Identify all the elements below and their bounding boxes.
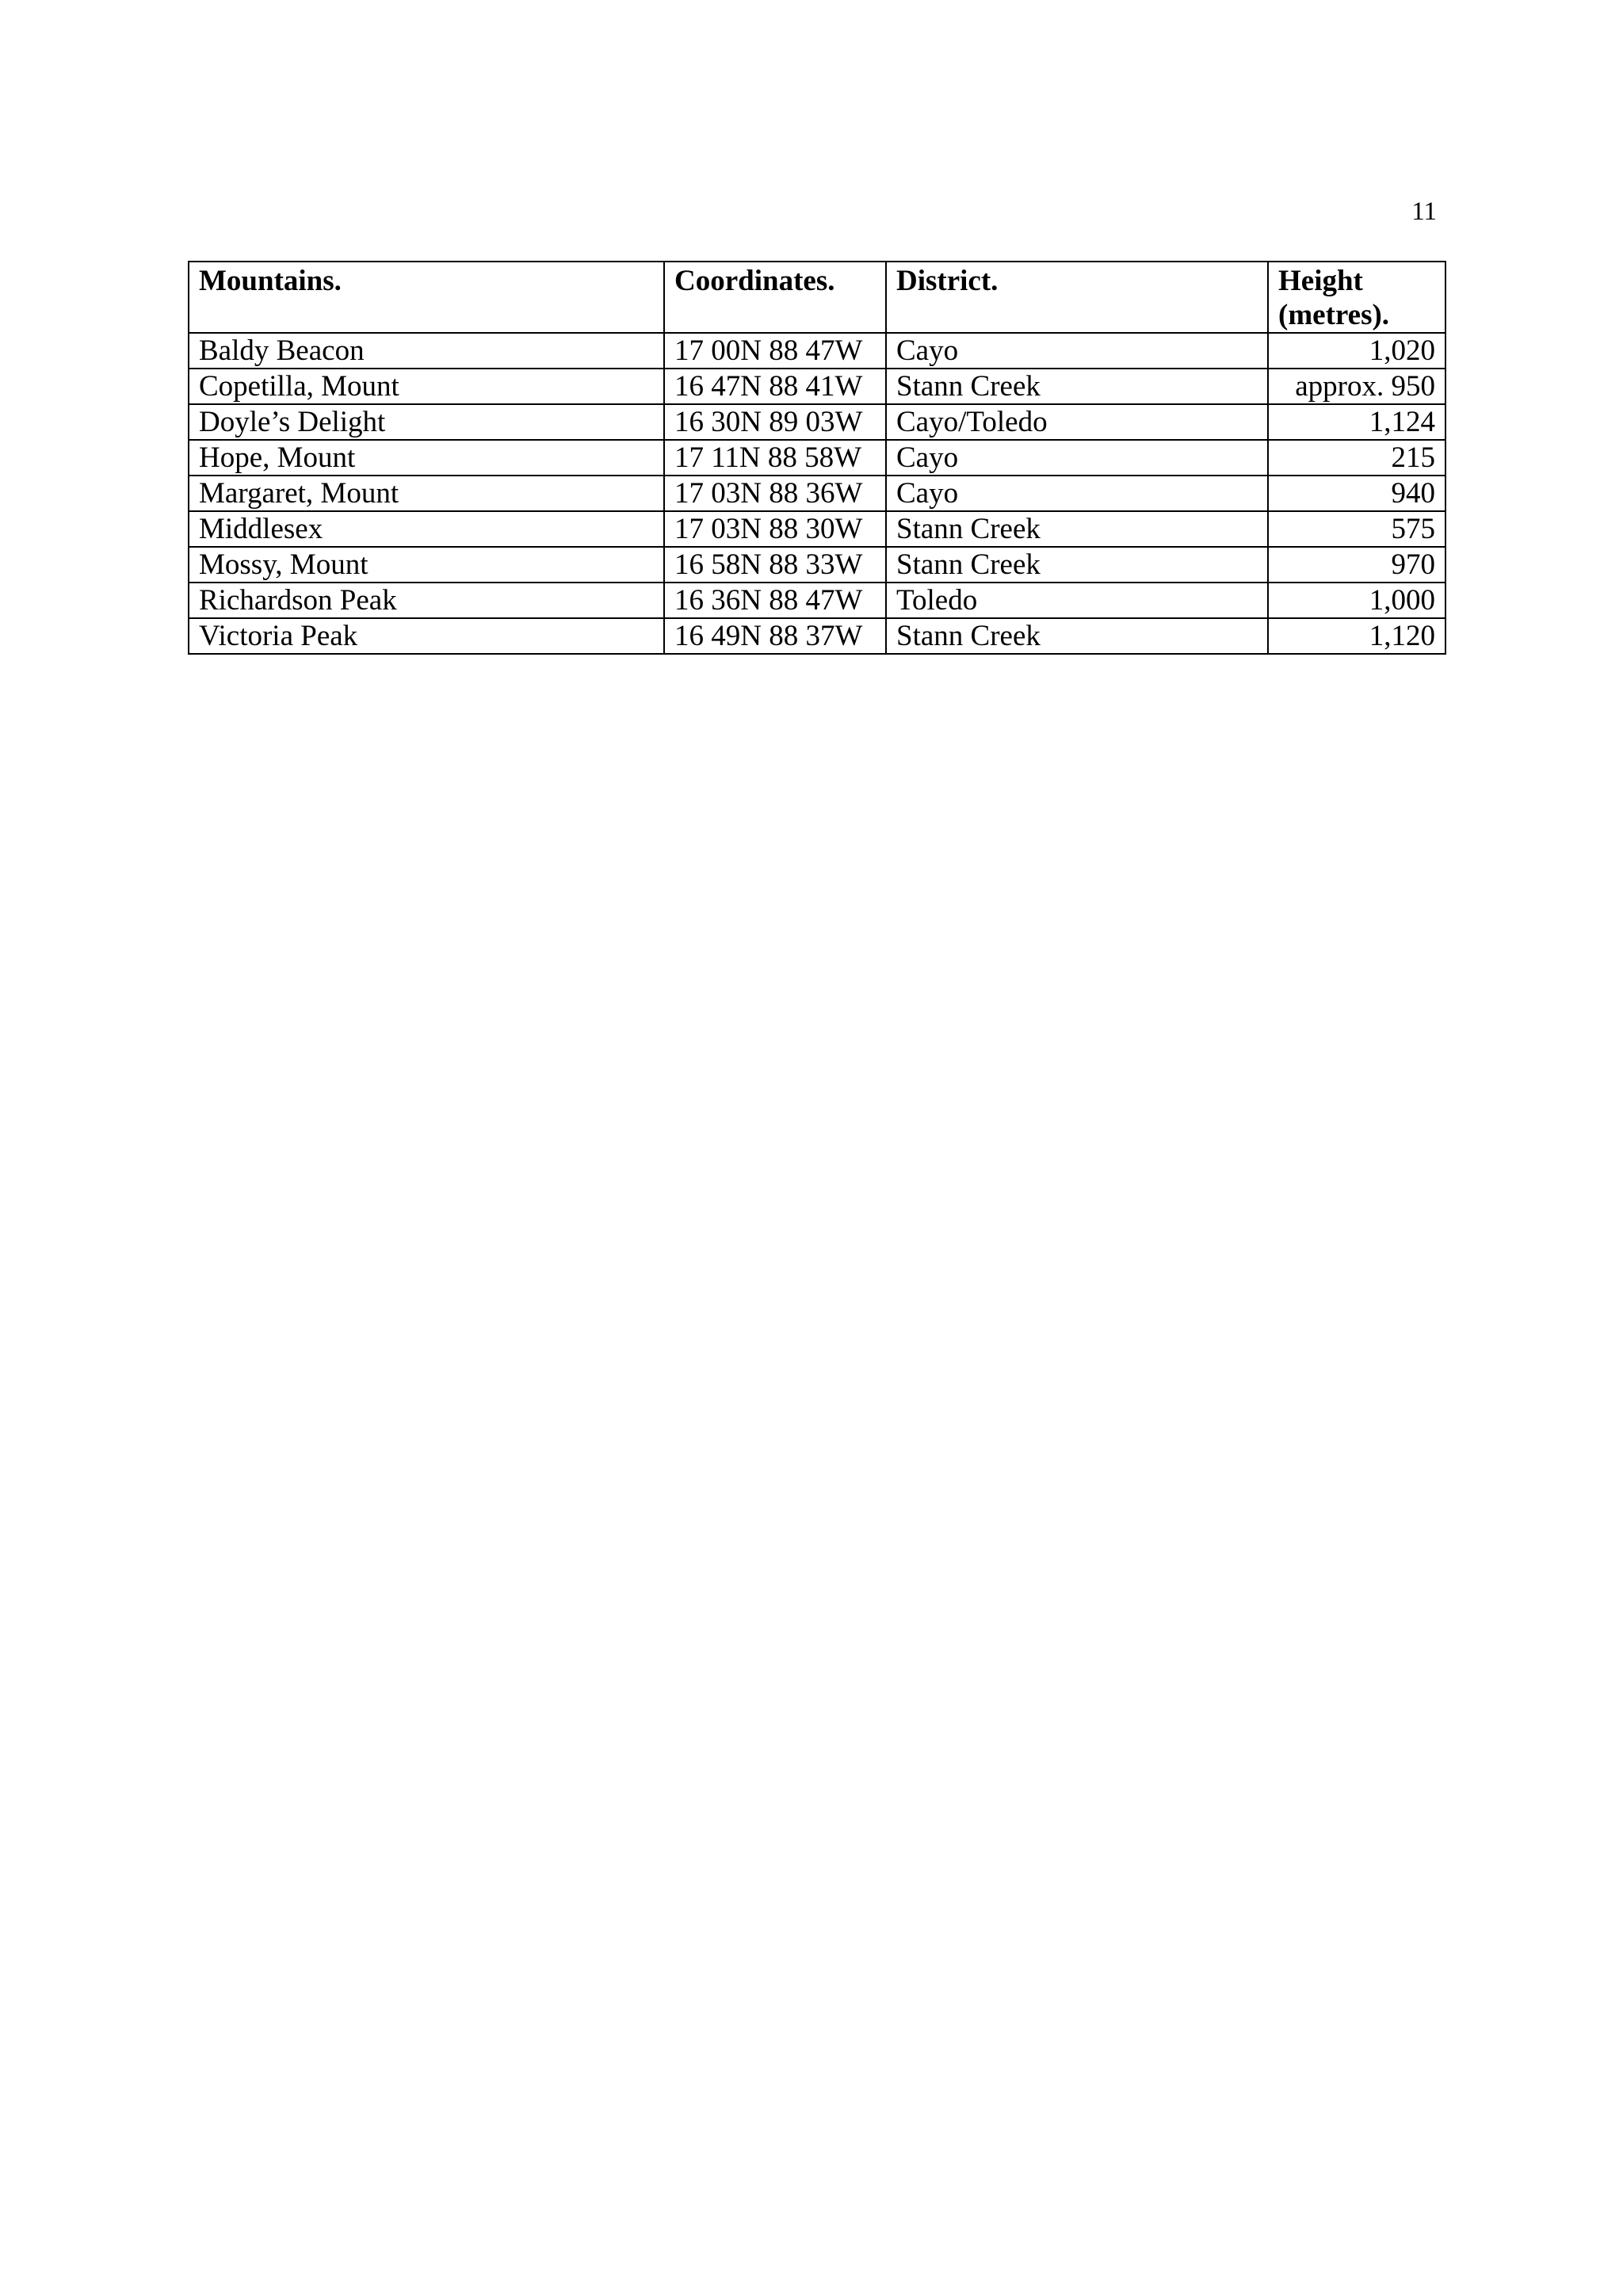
table-row (189, 618, 1445, 654)
table-row (189, 333, 1445, 369)
cell-district: Cayo (886, 440, 1268, 476)
table-row (189, 476, 1445, 511)
table-row (189, 547, 1445, 583)
cell-mountain: Middlesex (189, 511, 664, 547)
cell-mountain: Hope, Mount (189, 440, 664, 476)
mountains-table (188, 261, 1446, 655)
cell-coordinates: 16 36N 88 47W (664, 583, 886, 618)
cell-mountain: Victoria Peak (189, 618, 664, 654)
cell-district: Stann Creek (886, 369, 1268, 404)
table-row (189, 440, 1445, 476)
header-mountains: Mountains. (189, 262, 664, 333)
header-height: Height (metres). (1268, 262, 1445, 333)
cell-district: Toledo (886, 583, 1268, 618)
cell-mountain: Richardson Peak (189, 583, 664, 618)
cell-district: Cayo/Toledo (886, 404, 1268, 440)
cell-mountain: Mossy, Mount (189, 547, 664, 583)
cell-coordinates: 17 11N 88 58W (664, 440, 886, 476)
cell-mountain: Baldy Beacon (189, 333, 664, 369)
cell-district: Stann Creek (886, 511, 1268, 547)
cell-mountain: Doyle’s Delight (189, 404, 664, 440)
cell-coordinates: 17 03N 88 36W (664, 476, 886, 511)
table-row (189, 369, 1445, 404)
cell-height: 1,124 (1268, 404, 1445, 440)
cell-district: Stann Creek (886, 618, 1268, 654)
cell-coordinates: 17 03N 88 30W (664, 511, 886, 547)
cell-coordinates: 16 58N 88 33W (664, 547, 886, 583)
table-header-row (189, 262, 1445, 333)
cell-height: approx. 950 (1268, 369, 1445, 404)
cell-height: 575 (1268, 511, 1445, 547)
table-row (189, 511, 1445, 547)
header-coordinates: Coordinates. (664, 262, 886, 333)
cell-mountain: Copetilla, Mount (189, 369, 664, 404)
cell-district: Cayo (886, 476, 1268, 511)
cell-height: 1,000 (1268, 583, 1445, 618)
cell-height: 1,120 (1268, 618, 1445, 654)
cell-height: 940 (1268, 476, 1445, 511)
cell-coordinates: 17 00N 88 47W (664, 333, 886, 369)
cell-height: 215 (1268, 440, 1445, 476)
cell-coordinates: 16 30N 89 03W (664, 404, 886, 440)
cell-district: Cayo (886, 333, 1268, 369)
cell-height: 970 (1268, 547, 1445, 583)
table-row (189, 404, 1445, 440)
cell-height: 1,020 (1268, 333, 1445, 369)
cell-coordinates: 16 47N 88 41W (664, 369, 886, 404)
cell-coordinates: 16 49N 88 37W (664, 618, 886, 654)
header-district: District. (886, 262, 1268, 333)
page-number: 11 (1411, 197, 1437, 226)
table-row (189, 583, 1445, 618)
cell-district: Stann Creek (886, 547, 1268, 583)
cell-mountain: Margaret, Mount (189, 476, 664, 511)
